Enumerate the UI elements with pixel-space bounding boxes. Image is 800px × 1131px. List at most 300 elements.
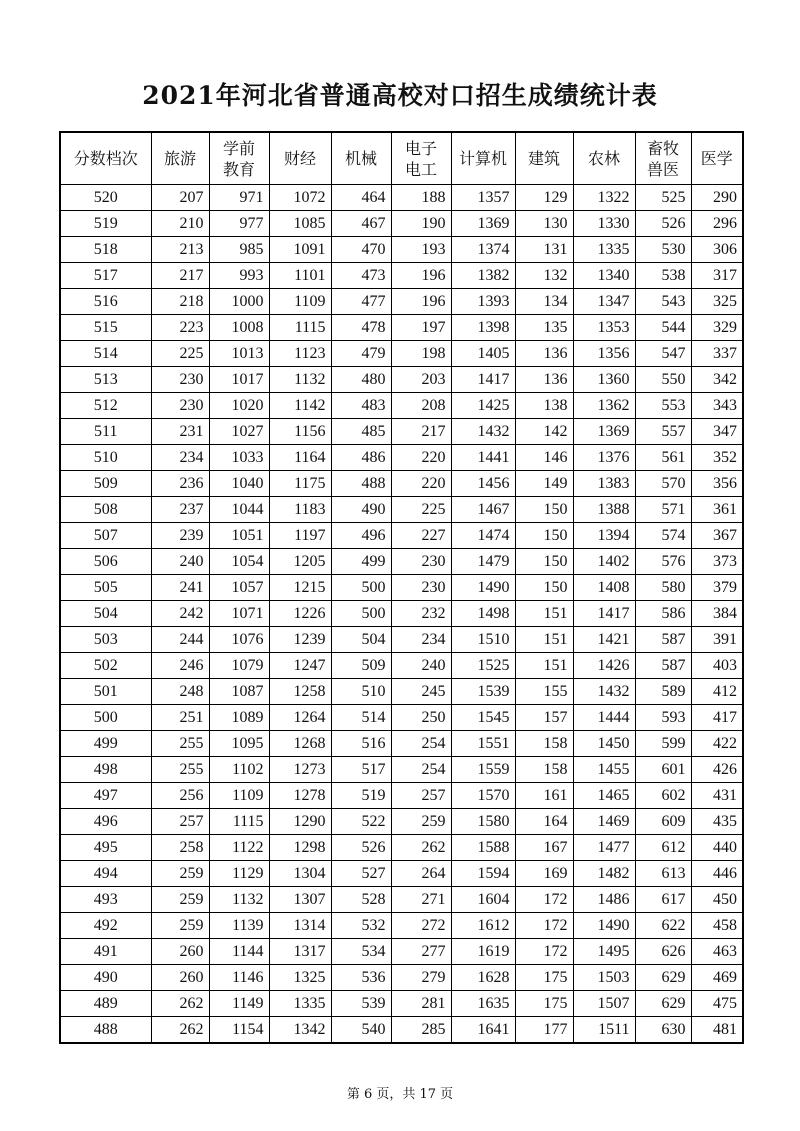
count-cell: 1498 [451,601,515,627]
count-cell: 1156 [269,419,331,445]
count-cell: 257 [391,783,451,809]
count-cell: 435 [691,809,743,835]
count-cell: 150 [515,575,573,601]
page-footer: 第 6 页，共 17 页 [346,1087,454,1102]
count-cell: 500 [331,575,391,601]
score-level-cell: 516 [60,289,151,315]
count-cell: 240 [151,549,209,575]
count-cell: 132 [515,263,573,289]
count-cell: 188 [391,185,451,211]
count-cell: 1273 [269,757,331,783]
count-cell: 157 [515,705,573,731]
count-cell: 1109 [209,783,269,809]
count-cell: 469 [691,965,743,991]
count-cell: 622 [635,913,691,939]
count-cell: 136 [515,367,573,393]
count-cell: 1417 [573,601,635,627]
count-cell: 504 [331,627,391,653]
count-cell: 536 [331,965,391,991]
count-cell: 1115 [269,315,331,341]
count-cell: 1417 [451,367,515,393]
column-header: 计算机 [451,132,515,185]
count-cell: 1290 [269,809,331,835]
count-cell: 1570 [451,783,515,809]
count-cell: 352 [691,445,743,471]
count-cell: 146 [515,445,573,471]
count-cell: 516 [331,731,391,757]
table-row [60,471,743,497]
count-cell: 231 [151,419,209,445]
count-cell: 1317 [269,939,331,965]
score-level-cell: 518 [60,237,151,263]
count-cell: 509 [331,653,391,679]
count-cell: 223 [151,315,209,341]
score-level-cell: 503 [60,627,151,653]
count-cell: 347 [691,419,743,445]
count-cell: 629 [635,965,691,991]
score-level-cell: 494 [60,861,151,887]
count-cell: 259 [391,809,451,835]
count-cell: 1495 [573,939,635,965]
count-cell: 272 [391,913,451,939]
count-cell: 1474 [451,523,515,549]
count-cell: 256 [151,783,209,809]
count-cell: 1115 [209,809,269,835]
count-cell: 138 [515,393,573,419]
count-cell: 190 [391,211,451,237]
count-cell: 1102 [209,757,269,783]
count-cell: 1482 [573,861,635,887]
count-cell: 1408 [573,575,635,601]
score-level-cell: 520 [60,185,151,211]
column-header: 财经 [269,132,331,185]
count-cell: 450 [691,887,743,913]
count-cell: 426 [691,757,743,783]
count-cell: 1362 [573,393,635,419]
count-cell: 1089 [209,705,269,731]
count-cell: 1017 [209,367,269,393]
count-cell: 550 [635,367,691,393]
score-level-cell: 514 [60,341,151,367]
count-cell: 1628 [451,965,515,991]
count-cell: 1398 [451,315,515,341]
count-cell: 1347 [573,289,635,315]
count-cell: 251 [151,705,209,731]
count-cell: 230 [391,575,451,601]
count-cell: 150 [515,549,573,575]
count-cell: 234 [151,445,209,471]
count-cell: 1040 [209,471,269,497]
count-cell: 1298 [269,835,331,861]
count-cell: 613 [635,861,691,887]
count-cell: 473 [331,263,391,289]
count-cell: 242 [151,601,209,627]
count-cell: 158 [515,757,573,783]
count-cell: 1580 [451,809,515,835]
score-level-cell: 490 [60,965,151,991]
count-cell: 1490 [573,913,635,939]
count-cell: 196 [391,263,451,289]
score-level-cell: 505 [60,575,151,601]
count-cell: 367 [691,523,743,549]
count-cell: 259 [151,913,209,939]
count-cell: 1154 [209,1017,269,1044]
count-cell: 1020 [209,393,269,419]
column-header: 学前 教育 [209,132,269,185]
count-cell: 1183 [269,497,331,523]
count-cell: 477 [331,289,391,315]
count-cell: 161 [515,783,573,809]
table-row [60,601,743,627]
count-cell: 1432 [573,679,635,705]
count-cell: 601 [635,757,691,783]
count-cell: 210 [151,211,209,237]
count-cell: 259 [151,887,209,913]
score-level-cell: 510 [60,445,151,471]
count-cell: 481 [691,1017,743,1044]
count-cell: 1144 [209,939,269,965]
count-cell: 136 [515,341,573,367]
count-cell: 486 [331,445,391,471]
count-cell: 1197 [269,523,331,549]
count-cell: 1402 [573,549,635,575]
table-row [60,575,743,601]
count-cell: 329 [691,315,743,341]
count-cell: 1085 [269,211,331,237]
count-cell: 1087 [209,679,269,705]
count-cell: 217 [391,419,451,445]
count-cell: 356 [691,471,743,497]
count-cell: 255 [151,757,209,783]
table-row [60,237,743,263]
count-cell: 617 [635,887,691,913]
count-cell: 1322 [573,185,635,211]
score-level-cell: 489 [60,991,151,1017]
table-row [60,523,743,549]
count-cell: 431 [691,783,743,809]
count-cell: 158 [515,731,573,757]
count-cell: 1360 [573,367,635,393]
count-cell: 246 [151,653,209,679]
count-cell: 1425 [451,393,515,419]
score-level-cell: 497 [60,783,151,809]
count-cell: 1421 [573,627,635,653]
table-row [60,731,743,757]
score-level-cell: 492 [60,913,151,939]
count-cell: 1307 [269,887,331,913]
count-cell: 479 [331,341,391,367]
count-cell: 475 [691,991,743,1017]
count-cell: 593 [635,705,691,731]
count-cell: 483 [331,393,391,419]
count-cell: 1467 [451,497,515,523]
count-cell: 172 [515,939,573,965]
count-cell: 478 [331,315,391,341]
count-cell: 440 [691,835,743,861]
score-level-cell: 499 [60,731,151,757]
count-cell: 1314 [269,913,331,939]
count-cell: 1091 [269,237,331,263]
count-cell: 343 [691,393,743,419]
count-cell: 1353 [573,315,635,341]
count-cell: 130 [515,211,573,237]
count-cell: 1619 [451,939,515,965]
count-cell: 290 [691,185,743,211]
count-cell: 1268 [269,731,331,757]
count-cell: 510 [331,679,391,705]
count-cell: 586 [635,601,691,627]
count-cell: 260 [151,965,209,991]
count-cell: 1072 [269,185,331,211]
count-cell: 285 [391,1017,451,1044]
count-cell: 1374 [451,237,515,263]
count-cell: 1369 [451,211,515,237]
count-cell: 522 [331,809,391,835]
count-cell: 196 [391,289,451,315]
count-cell: 1369 [573,419,635,445]
count-cell: 1057 [209,575,269,601]
count-cell: 151 [515,601,573,627]
score-level-cell: 507 [60,523,151,549]
column-header: 建筑 [515,132,573,185]
count-cell: 612 [635,835,691,861]
count-cell: 277 [391,939,451,965]
count-cell: 527 [331,861,391,887]
count-cell: 149 [515,471,573,497]
count-cell: 1330 [573,211,635,237]
count-cell: 544 [635,315,691,341]
count-cell: 1393 [451,289,515,315]
score-level-cell: 496 [60,809,151,835]
count-cell: 225 [151,341,209,367]
table-row [60,445,743,471]
count-cell: 517 [331,757,391,783]
table-row [60,211,743,237]
count-cell: 1551 [451,731,515,757]
count-cell: 207 [151,185,209,211]
page-title: 2021年河北省普通高校对口招生成绩统计表 [142,81,658,110]
count-cell: 1258 [269,679,331,705]
table-row [60,757,743,783]
count-cell: 169 [515,861,573,887]
count-cell: 464 [331,185,391,211]
count-cell: 599 [635,731,691,757]
score-level-cell: 502 [60,653,151,679]
count-cell: 1247 [269,653,331,679]
count-cell: 150 [515,497,573,523]
count-cell: 629 [635,991,691,1017]
count-cell: 609 [635,809,691,835]
table-body [60,185,743,1044]
table-row [60,887,743,913]
count-cell: 1054 [209,549,269,575]
count-cell: 258 [151,835,209,861]
count-cell: 150 [515,523,573,549]
count-cell: 977 [209,211,269,237]
count-cell: 262 [391,835,451,861]
count-cell: 500 [331,601,391,627]
count-cell: 1215 [269,575,331,601]
count-cell: 240 [391,653,451,679]
count-cell: 1612 [451,913,515,939]
count-cell: 317 [691,263,743,289]
count-cell: 1486 [573,887,635,913]
count-cell: 1511 [573,1017,635,1044]
count-cell: 254 [391,757,451,783]
count-cell: 488 [331,471,391,497]
table-row [60,367,743,393]
table-row [60,185,743,211]
count-cell: 1335 [269,991,331,1017]
count-cell: 570 [635,471,691,497]
count-cell: 1340 [573,263,635,289]
count-cell: 412 [691,679,743,705]
count-cell: 1559 [451,757,515,783]
count-cell: 1641 [451,1017,515,1044]
count-cell: 142 [515,419,573,445]
count-cell: 281 [391,991,451,1017]
count-cell: 630 [635,1017,691,1044]
count-cell: 589 [635,679,691,705]
count-cell: 1239 [269,627,331,653]
count-cell: 587 [635,653,691,679]
count-cell: 262 [151,1017,209,1044]
score-level-cell: 501 [60,679,151,705]
table-row [60,263,743,289]
count-cell: 587 [635,627,691,653]
count-cell: 530 [635,237,691,263]
count-cell: 1469 [573,809,635,835]
count-cell: 1264 [269,705,331,731]
count-cell: 485 [331,419,391,445]
count-cell: 1388 [573,497,635,523]
count-cell: 470 [331,237,391,263]
count-cell: 1455 [573,757,635,783]
count-cell: 571 [635,497,691,523]
count-cell: 236 [151,471,209,497]
count-cell: 403 [691,653,743,679]
column-header: 电子 电工 [391,132,451,185]
count-cell: 271 [391,887,451,913]
count-cell: 198 [391,341,451,367]
score-level-cell: 495 [60,835,151,861]
column-header: 分数档次 [60,132,151,185]
count-cell: 538 [635,263,691,289]
column-header: 旅游 [151,132,209,185]
score-level-cell: 511 [60,419,151,445]
count-cell: 306 [691,237,743,263]
count-cell: 296 [691,211,743,237]
count-cell: 1000 [209,289,269,315]
count-cell: 254 [391,731,451,757]
table-row [60,549,743,575]
count-cell: 1123 [269,341,331,367]
count-cell: 1132 [209,887,269,913]
count-cell: 532 [331,913,391,939]
count-cell: 1477 [573,835,635,861]
count-cell: 131 [515,237,573,263]
count-cell: 1382 [451,263,515,289]
count-cell: 540 [331,1017,391,1044]
count-cell: 203 [391,367,451,393]
count-cell: 225 [391,497,451,523]
table-row [60,341,743,367]
count-cell: 379 [691,575,743,601]
count-cell: 1132 [269,367,331,393]
count-cell: 262 [151,991,209,1017]
count-cell: 164 [515,809,573,835]
count-cell: 1444 [573,705,635,731]
count-cell: 1044 [209,497,269,523]
count-cell: 1539 [451,679,515,705]
count-cell: 561 [635,445,691,471]
score-table [59,131,744,1044]
count-cell: 227 [391,523,451,549]
count-cell: 422 [691,731,743,757]
count-cell: 1008 [209,315,269,341]
count-cell: 1146 [209,965,269,991]
score-level-cell: 519 [60,211,151,237]
count-cell: 208 [391,393,451,419]
table-row [60,627,743,653]
count-cell: 1109 [269,289,331,315]
score-level-cell: 506 [60,549,151,575]
count-cell: 248 [151,679,209,705]
count-cell: 626 [635,939,691,965]
count-cell: 177 [515,1017,573,1044]
count-cell: 1465 [573,783,635,809]
count-cell: 1510 [451,627,515,653]
count-cell: 1432 [451,419,515,445]
count-cell: 602 [635,783,691,809]
count-cell: 543 [635,289,691,315]
count-cell: 234 [391,627,451,653]
count-cell: 1503 [573,965,635,991]
count-cell: 1013 [209,341,269,367]
table-header-row [60,132,743,185]
count-cell: 384 [691,601,743,627]
count-cell: 172 [515,887,573,913]
count-cell: 1051 [209,523,269,549]
score-level-cell: 515 [60,315,151,341]
score-level-cell: 513 [60,367,151,393]
count-cell: 260 [151,939,209,965]
count-cell: 1507 [573,991,635,1017]
count-cell: 1033 [209,445,269,471]
count-cell: 539 [331,991,391,1017]
score-level-cell: 498 [60,757,151,783]
count-cell: 230 [151,367,209,393]
count-cell: 971 [209,185,269,211]
count-cell: 528 [331,887,391,913]
count-cell: 325 [691,289,743,315]
count-cell: 1405 [451,341,515,367]
score-level-cell: 517 [60,263,151,289]
table-row [60,497,743,523]
count-cell: 1226 [269,601,331,627]
count-cell: 1325 [269,965,331,991]
count-cell: 167 [515,835,573,861]
table-row [60,315,743,341]
table-row [60,705,743,731]
count-cell: 361 [691,497,743,523]
count-cell: 134 [515,289,573,315]
score-level-cell: 488 [60,1017,151,1044]
count-cell: 135 [515,315,573,341]
table-row [60,653,743,679]
column-header: 医学 [691,132,743,185]
count-cell: 526 [635,211,691,237]
